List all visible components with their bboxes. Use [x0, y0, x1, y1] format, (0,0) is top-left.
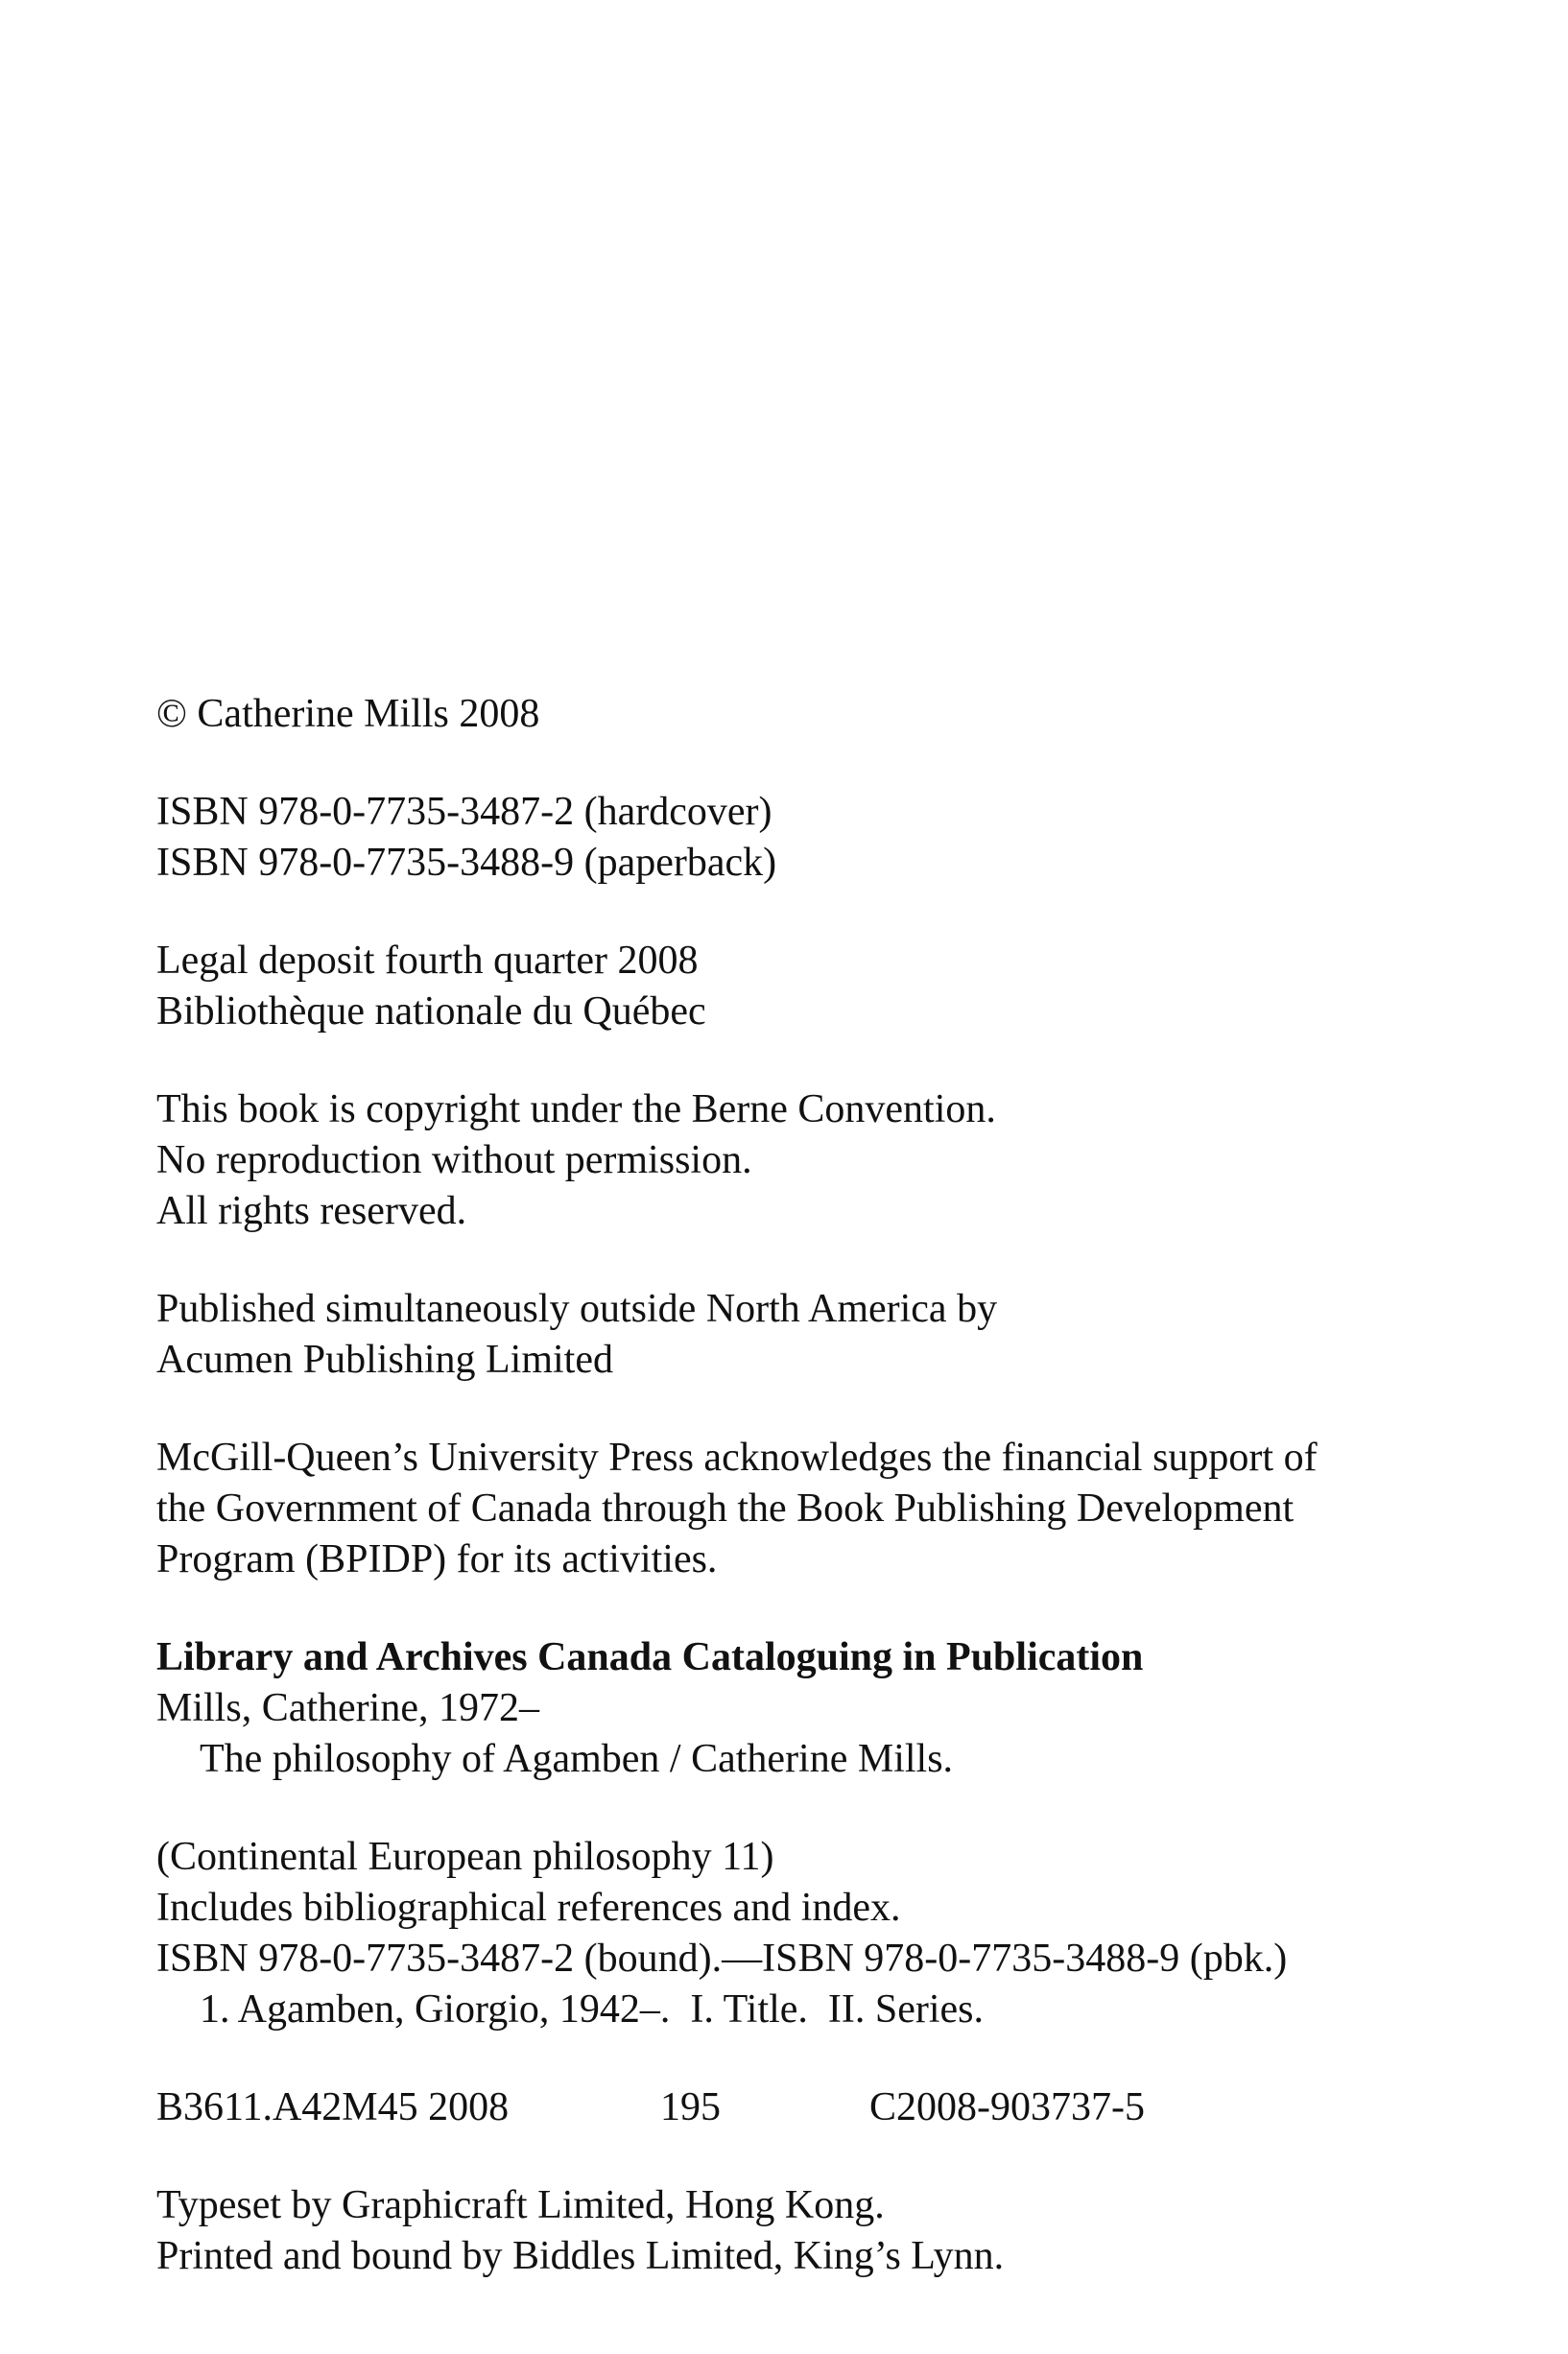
rights-line-3: All rights reserved. — [156, 1189, 467, 1233]
acknowledgement-line-3: Program (BPIDP) for its activities. — [156, 1537, 718, 1581]
bibliography-note: Includes bibliographical references and index. — [156, 1886, 901, 1930]
acknowledgement-block — [156, 1433, 1423, 1585]
copyright-line: © Catherine Mills 2008 — [156, 692, 540, 736]
classification-row — [156, 2082, 1423, 2133]
published-line-1: Published simultaneously outside North America by — [156, 1287, 998, 1331]
cip-heading: Library and Archives Canada Cataloguing in Publication — [156, 1635, 1144, 1679]
dewey-number: 195 — [660, 2085, 721, 2129]
isbn-block — [156, 787, 1423, 889]
copyright-page — [156, 689, 1423, 2282]
cip-author: Mills, Catherine, 1972– — [156, 1686, 539, 1730]
legal-deposit-line: Legal deposit fourth quarter 2008 — [156, 939, 699, 983]
rights-block — [156, 1084, 1423, 1237]
isbn-note: ISBN 978-0-7735-3487-2 (bound).—ISBN 978-0-7735-3488-9 (pbk.) — [156, 1937, 1288, 1981]
printed-line: Printed and bound by Biddles Limited, King’s Lynn. — [156, 2234, 1005, 2278]
published-line-2: Acumen Publishing Limited — [156, 1338, 613, 1382]
rights-line-2: No reproduction without permission. — [156, 1138, 752, 1182]
cip-notes-block — [156, 1832, 1423, 2035]
control-number: C2008-903737-5 — [869, 2085, 1145, 2129]
acknowledgement-line-1: McGill-Queen’s University Press acknowledges the financial support of — [156, 1436, 1318, 1480]
cip-title: The philosophy of Agamben / Catherine Mills. — [200, 1737, 954, 1781]
isbn-paperback: ISBN 978-0-7735-3488-9 (paperback) — [156, 841, 777, 885]
library-line: Bibliothèque nationale du Québec — [156, 989, 706, 1034]
legal-deposit-block — [156, 936, 1423, 1037]
isbn-hardcover: ISBN 978-0-7735-3487-2 (hardcover) — [156, 790, 772, 834]
printing-block — [156, 2180, 1423, 2282]
cip-block — [156, 1632, 1423, 1785]
classification-block — [156, 2082, 1423, 2133]
acknowledgement-line-2: the Government of Canada through the Book Publishing Development — [156, 1486, 1295, 1531]
copyright-block — [156, 689, 1423, 740]
typeset-line: Typeset by Graphicraft Limited, Hong Kong. — [156, 2183, 885, 2227]
subjects-note: 1. Agamben, Giorgio, 1942–. I. Title. II. Series. — [200, 1987, 985, 2032]
published-block — [156, 1284, 1423, 1386]
series-note: (Continental European philosophy 11) — [156, 1835, 774, 1879]
rights-line-1: This book is copyright under the Berne Convention. — [156, 1087, 996, 1131]
lc-call-number: B3611.A42M45 2008 — [156, 2085, 510, 2129]
